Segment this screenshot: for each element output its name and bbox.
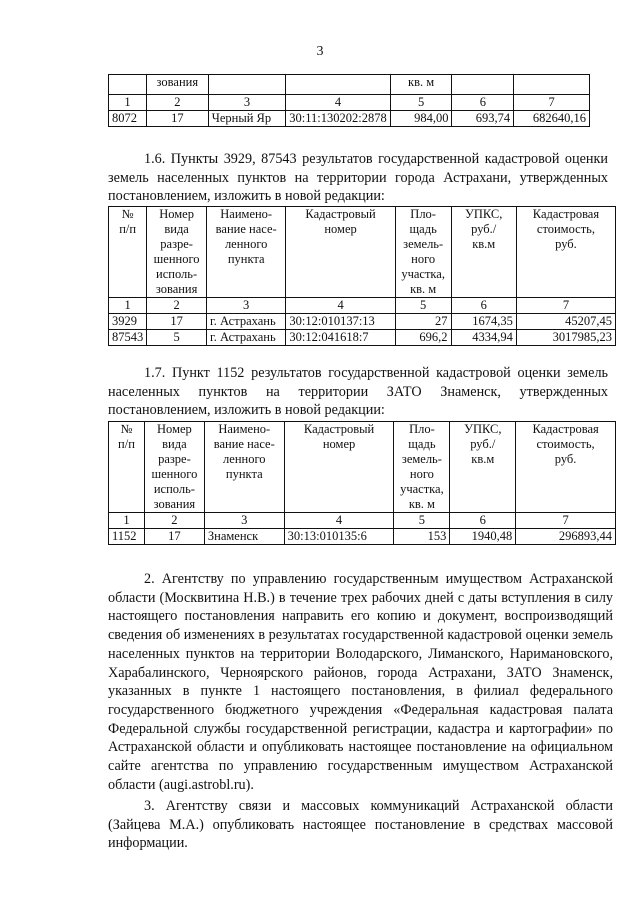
table-cell: Черный Яр xyxy=(208,111,286,127)
header-cell: Кадастровый номер xyxy=(286,207,395,298)
table-cell: 17 xyxy=(144,529,204,545)
table-cell: г. Астрахань xyxy=(206,330,285,346)
paragraph-1-7: 1.7. Пункт 1152 результатов государственной кадастровой оценки земель населенных пунктов на территории ЗАТО Знаменск, утвержденных постановлением, изложить в новой редакции: xyxy=(108,365,608,419)
column-number-cell: 2 xyxy=(146,95,208,111)
header-cell: Номер вида разре- шенного исполь- зования xyxy=(147,207,207,298)
table-cell: 1940,48 xyxy=(450,529,516,545)
column-number-cell: 5 xyxy=(394,513,450,529)
table-row xyxy=(109,314,616,330)
table-cell: 682640,16 xyxy=(514,111,590,127)
header-cell: зования xyxy=(146,75,208,95)
table-cell: г. Астрахань xyxy=(206,314,285,330)
column-number-cell: 4 xyxy=(286,298,395,314)
table-cell: 45207,45 xyxy=(516,314,615,330)
column-number-cell: 7 xyxy=(516,513,616,529)
header-cell: Пло- щадь земель- ного участка, кв. м xyxy=(394,422,450,513)
table-cell: 3017985,23 xyxy=(516,330,615,346)
table-cell: Знаменск xyxy=(204,529,284,545)
table-row xyxy=(109,330,616,346)
header-cell: кв. м xyxy=(390,75,452,95)
table-1 xyxy=(108,74,590,127)
column-number-cell: 1 xyxy=(109,513,145,529)
table-cell: 1152 xyxy=(109,529,145,545)
column-number-cell: 6 xyxy=(451,298,516,314)
header-cell: Пло- щадь земель- ного участка, кв. м xyxy=(395,207,451,298)
header-cell: Наимено- вание насе- ленного пункта xyxy=(206,207,285,298)
table-cell: 17 xyxy=(146,111,208,127)
table-header-fragment xyxy=(109,75,590,95)
paragraph-3: 3. Агентству связи и массовых коммуникаций Астраханской области (Зайцева М.А.) опубликовать настоящее постановление в средствах массовой информации. xyxy=(108,798,613,852)
column-number-cell: 3 xyxy=(208,95,286,111)
table-cell: 87543 xyxy=(109,330,147,346)
table-row xyxy=(109,529,616,545)
table-cell: 27 xyxy=(395,314,451,330)
table-cell: 1674,35 xyxy=(451,314,516,330)
table-cell: 693,74 xyxy=(452,111,514,127)
header-cell: № п/п xyxy=(109,207,147,298)
column-number-cell: 5 xyxy=(390,95,452,111)
page-number: 3 xyxy=(316,44,324,59)
table-header xyxy=(109,422,616,513)
header-cell: УПКС, руб./ кв.м xyxy=(451,207,516,298)
table-cell: 8072 xyxy=(109,111,147,127)
column-number-cell: 2 xyxy=(144,513,204,529)
table-cell: 17 xyxy=(147,314,207,330)
column-number-cell: 7 xyxy=(514,95,590,111)
paragraph-1-6: 1.6. Пункты 3929, 87543 результатов государственной кадастровой оценки земель населенных пунктов на территории города Астрахани, утвержденных постановлением, изложить в новой редакции: xyxy=(108,151,608,205)
column-number-cell: 3 xyxy=(204,513,284,529)
column-number-cell: 6 xyxy=(452,95,514,111)
table-cell: 296893,44 xyxy=(516,529,616,545)
column-number-cell: 4 xyxy=(286,95,390,111)
column-number-row xyxy=(109,513,616,529)
column-number-row xyxy=(109,298,616,314)
column-number-row xyxy=(109,95,590,111)
header-cell: Кадастровая стоимость, руб. xyxy=(516,207,615,298)
header-cell: Номер вида разре- шенного исполь- зования xyxy=(144,422,204,513)
column-number-cell: 2 xyxy=(147,298,207,314)
table-cell: 153 xyxy=(394,529,450,545)
column-number-cell: 4 xyxy=(284,513,394,529)
table-cell: 5 xyxy=(147,330,207,346)
header-cell: УПКС, руб./ кв.м xyxy=(450,422,516,513)
column-number-cell: 6 xyxy=(450,513,516,529)
header-cell: Кадастровый номер xyxy=(284,422,394,513)
column-number-cell: 5 xyxy=(395,298,451,314)
column-number-cell: 7 xyxy=(516,298,615,314)
table-3 xyxy=(108,421,616,545)
table-2 xyxy=(108,206,616,346)
table-row xyxy=(109,111,590,127)
table-cell: 30:13:010135:6 xyxy=(284,529,394,545)
table-cell: 4334,94 xyxy=(451,330,516,346)
table-body xyxy=(109,111,590,127)
header-cell: Кадастровая стоимость, руб. xyxy=(516,422,616,513)
paragraph-2: 2. Агентству по управлению государственным имуществом Астраханской области (Москвитина Н.В.) в течение трех рабочих дней с даты вступления в силу настоящего постановления направить его копию и документ, воспроизводящий сведения об изменениях в результатах государственной кадастровой оценки земель населенных пунктов на территории Володарского, Лиманского, Наримановского, Харабалинского, Черноярского районов, города Астрахани, ЗАТО Знаменск, указанных в пункте 1 настоящего постановления, в филиал федерального государственного бюджетного учреждения «Федеральная кадастровая палата Федеральной службы государственной регистрации, кадастра и картографии» по Астраханской области и опубликовать настоящее постановление на официальном сайте агентства по управлению государственным имуществом Астраханской области (augi.astrobl.ru). xyxy=(108,571,613,793)
table-cell: 3929 xyxy=(109,314,147,330)
column-number-cell: 1 xyxy=(109,95,147,111)
table-cell: 984,00 xyxy=(390,111,452,127)
header-cell: № п/п xyxy=(109,422,145,513)
column-number-cell: 1 xyxy=(109,298,147,314)
table-cell: 30:11:130202:2878 xyxy=(286,111,390,127)
table-cell: 696,2 xyxy=(395,330,451,346)
column-number-cell: 3 xyxy=(206,298,285,314)
table-cell: 30:12:041618:7 xyxy=(286,330,395,346)
table-cell: 30:12:010137:13 xyxy=(286,314,395,330)
header-cell: Наимено- вание насе- ленного пункта xyxy=(204,422,284,513)
table-body xyxy=(109,529,616,545)
table-body xyxy=(109,314,616,346)
table-header xyxy=(109,207,616,298)
